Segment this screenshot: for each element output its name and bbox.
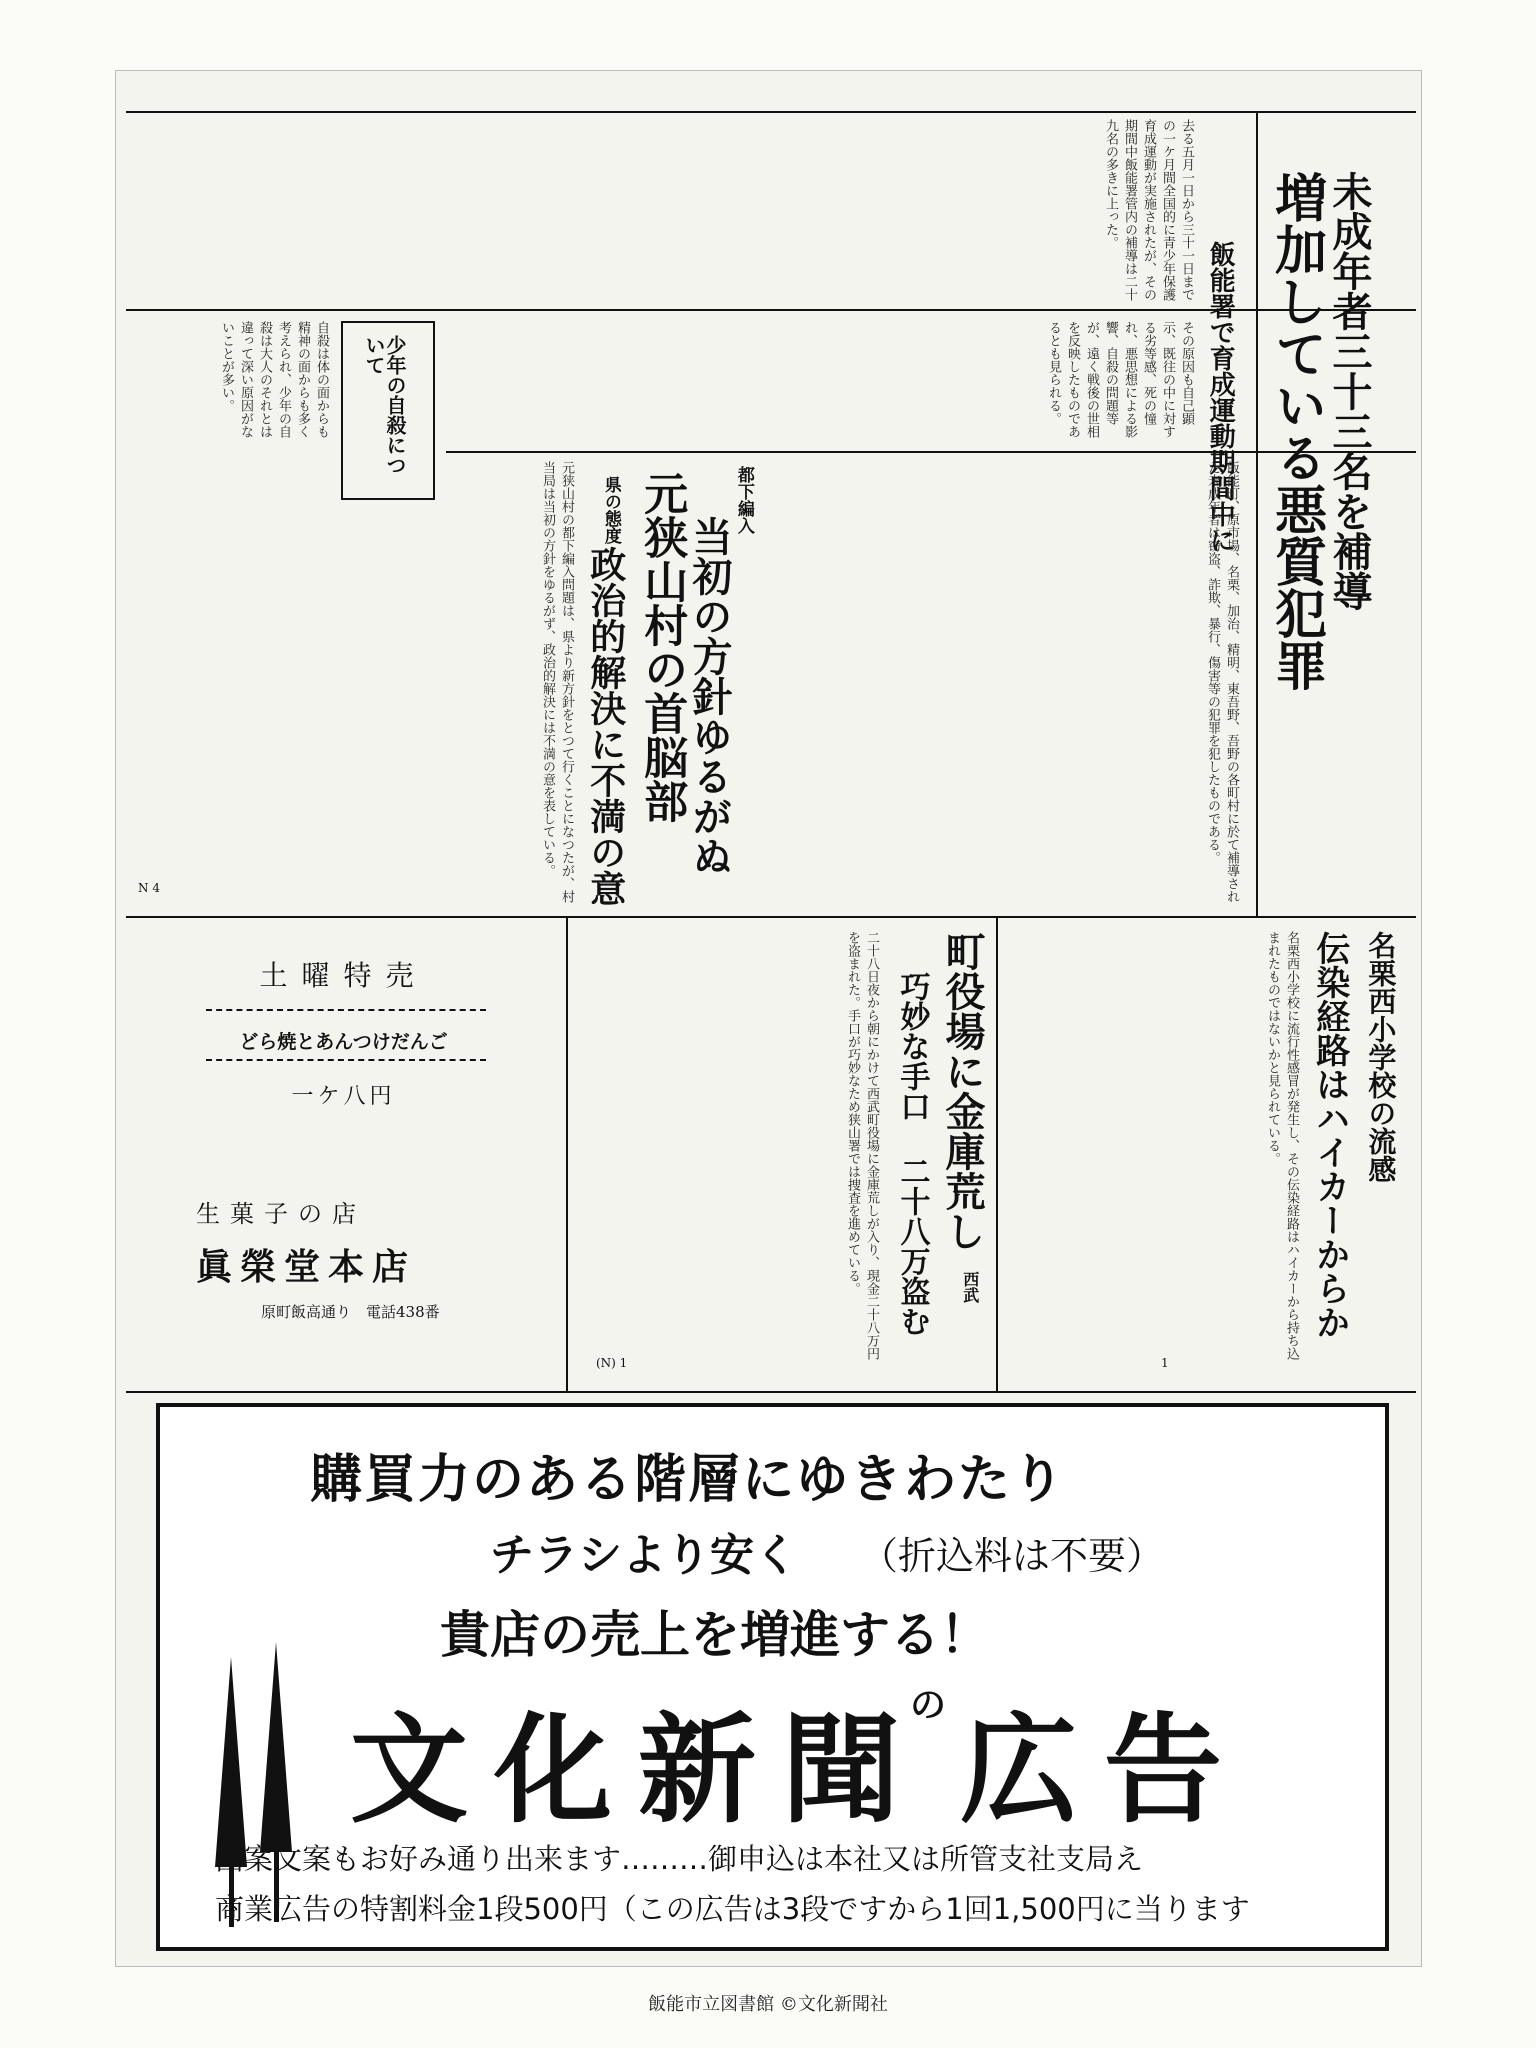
main-headline-1: 未成年者三十三名を補導 bbox=[1326, 171, 1373, 611]
banner-line-3: 貴店の売上を増進する！ bbox=[440, 1606, 990, 1664]
sayama-headline-1: 当初の方針ゆるがぬ bbox=[686, 516, 733, 876]
safe-mark: (N) 1 bbox=[596, 1356, 628, 1370]
banner-line-2: チラシより安く bbox=[490, 1530, 798, 1581]
safe-headline-2: 巧妙な手口 二十八万盗む bbox=[894, 971, 930, 1336]
shop-ad bbox=[136, 929, 551, 1379]
tree-icon-1 bbox=[215, 1657, 247, 1867]
shop-ad-divider-2 bbox=[206, 1059, 486, 1061]
rule-vertical-1 bbox=[1256, 111, 1258, 916]
sayama-mark: N 4 bbox=[138, 881, 160, 895]
shop-ad-item: どら焼とあんつけだんご bbox=[239, 1031, 448, 1053]
sayama-headline-2: 元狭山村の首脳部 bbox=[636, 471, 688, 823]
school-headline-2: 伝染経路はハイカーからか bbox=[1309, 931, 1350, 1339]
shop-ad-shop-name: 眞榮堂本店 bbox=[196, 1246, 417, 1288]
rule-top bbox=[126, 111, 1416, 113]
sayama-headline-3: 政治的解決に不満の意 bbox=[584, 546, 627, 906]
sayama-tag-top: 都下編入 bbox=[733, 466, 754, 534]
shop-ad-divider bbox=[206, 1009, 486, 1011]
banner-big-title-1: 文化新聞 bbox=[350, 1701, 927, 1839]
school-article-body: 名栗西小学校に流行性感冒が発生し、その伝染経路はハイカーから持ち込まれたものではないかと見られている。 bbox=[1265, 931, 1299, 1360]
main-subheadline: 飯能署で育成運動期間中に bbox=[1205, 241, 1236, 553]
main-article-body-3: 飯能町、原市場、名栗、加治、精明、東吾野、吾野の各町村に於て補導された未成年者は窃盗、詐欺、暴行、傷害等の犯罪を犯したものである。 bbox=[1205, 461, 1239, 903]
safe-place: 西武 bbox=[960, 1271, 980, 1303]
safe-article-body: 二十八日夜から朝にかけて西武町役場に金庫荒しが入り、現金二十八万円を盗まれた。手口が巧妙なため狭山署では捜査を進めている。 bbox=[845, 931, 879, 1360]
sidebar-body: 自殺は体の面からも精神の面からも多く考えられ、少年の自殺は大人のそれとは違って深い原因がないことが多い。 bbox=[219, 321, 329, 438]
shop-ad-address: 原町飯高通り 電話438番 bbox=[261, 1303, 440, 1321]
banner-big-title-no: の bbox=[910, 1685, 947, 1726]
rule-lower bbox=[126, 916, 1416, 918]
rule-bottom bbox=[126, 1391, 1416, 1393]
rule-vertical-2 bbox=[566, 916, 568, 1391]
newspaper-page bbox=[115, 70, 1422, 1967]
shop-ad-price: 一ケ八円 bbox=[291, 1084, 396, 1109]
banner-line-4: 図案文案もお好み通り出来ます………御申込は本社又は所管支社支局え bbox=[215, 1842, 1144, 1876]
main-headline-2: 増加している悪質犯罪 bbox=[1265, 171, 1327, 691]
shop-ad-shop-type: 生菓子の店 bbox=[196, 1200, 366, 1228]
school-mark: 1 bbox=[1161, 1356, 1169, 1370]
sayama-tag-bottom: 県の態度 bbox=[600, 476, 621, 544]
rule-vertical-3 bbox=[996, 916, 998, 1391]
bunka-shinbun-ad-banner bbox=[156, 1403, 1389, 1951]
tree-icon-2 bbox=[260, 1642, 292, 1852]
main-article-body-2: その原因も自己顕示、既往の中に対する劣等感、死の憧れ、悪思想による影響、自殺の問題等が、遠く戦後の世相を反映したものであるとも見られる。 bbox=[1046, 321, 1194, 438]
safe-headline-1: 町役場に金庫荒し bbox=[939, 931, 986, 1251]
sidebar-title: 少年の自殺について bbox=[362, 335, 407, 475]
school-headline-1: 名栗西小学校の流感 bbox=[1364, 931, 1398, 1183]
banner-line-1: 購買力のある階層にゆきわたり bbox=[310, 1450, 1067, 1510]
sayama-article-body: 元狭山村の都下編入問題は、県より新方針をとつて行くことになつたが、村当局は当初の方針をゆるがず、政治的解決には不満の意を表している。 bbox=[540, 461, 574, 903]
shop-ad-title: 土曜特売 bbox=[259, 959, 428, 992]
banner-big-title-2: 広告 bbox=[960, 1701, 1249, 1839]
main-article-body-1: 去る五月一日から三十一日までの一ケ月間全国的に青少年保護育成運動が実施されたが、その期間中飯能署管内の補導は二十九名の多きに上った。 bbox=[1103, 119, 1194, 301]
banner-line-5: 商業広告の特割料金1段500円（この広告は3段ですから1回1,500円に当ります bbox=[215, 1892, 1250, 1926]
footer-credit: 飯能市立図書館 ©文化新聞社 bbox=[648, 1994, 888, 2015]
banner-line-2-paren: （折込料は不要） bbox=[860, 1534, 1165, 1578]
